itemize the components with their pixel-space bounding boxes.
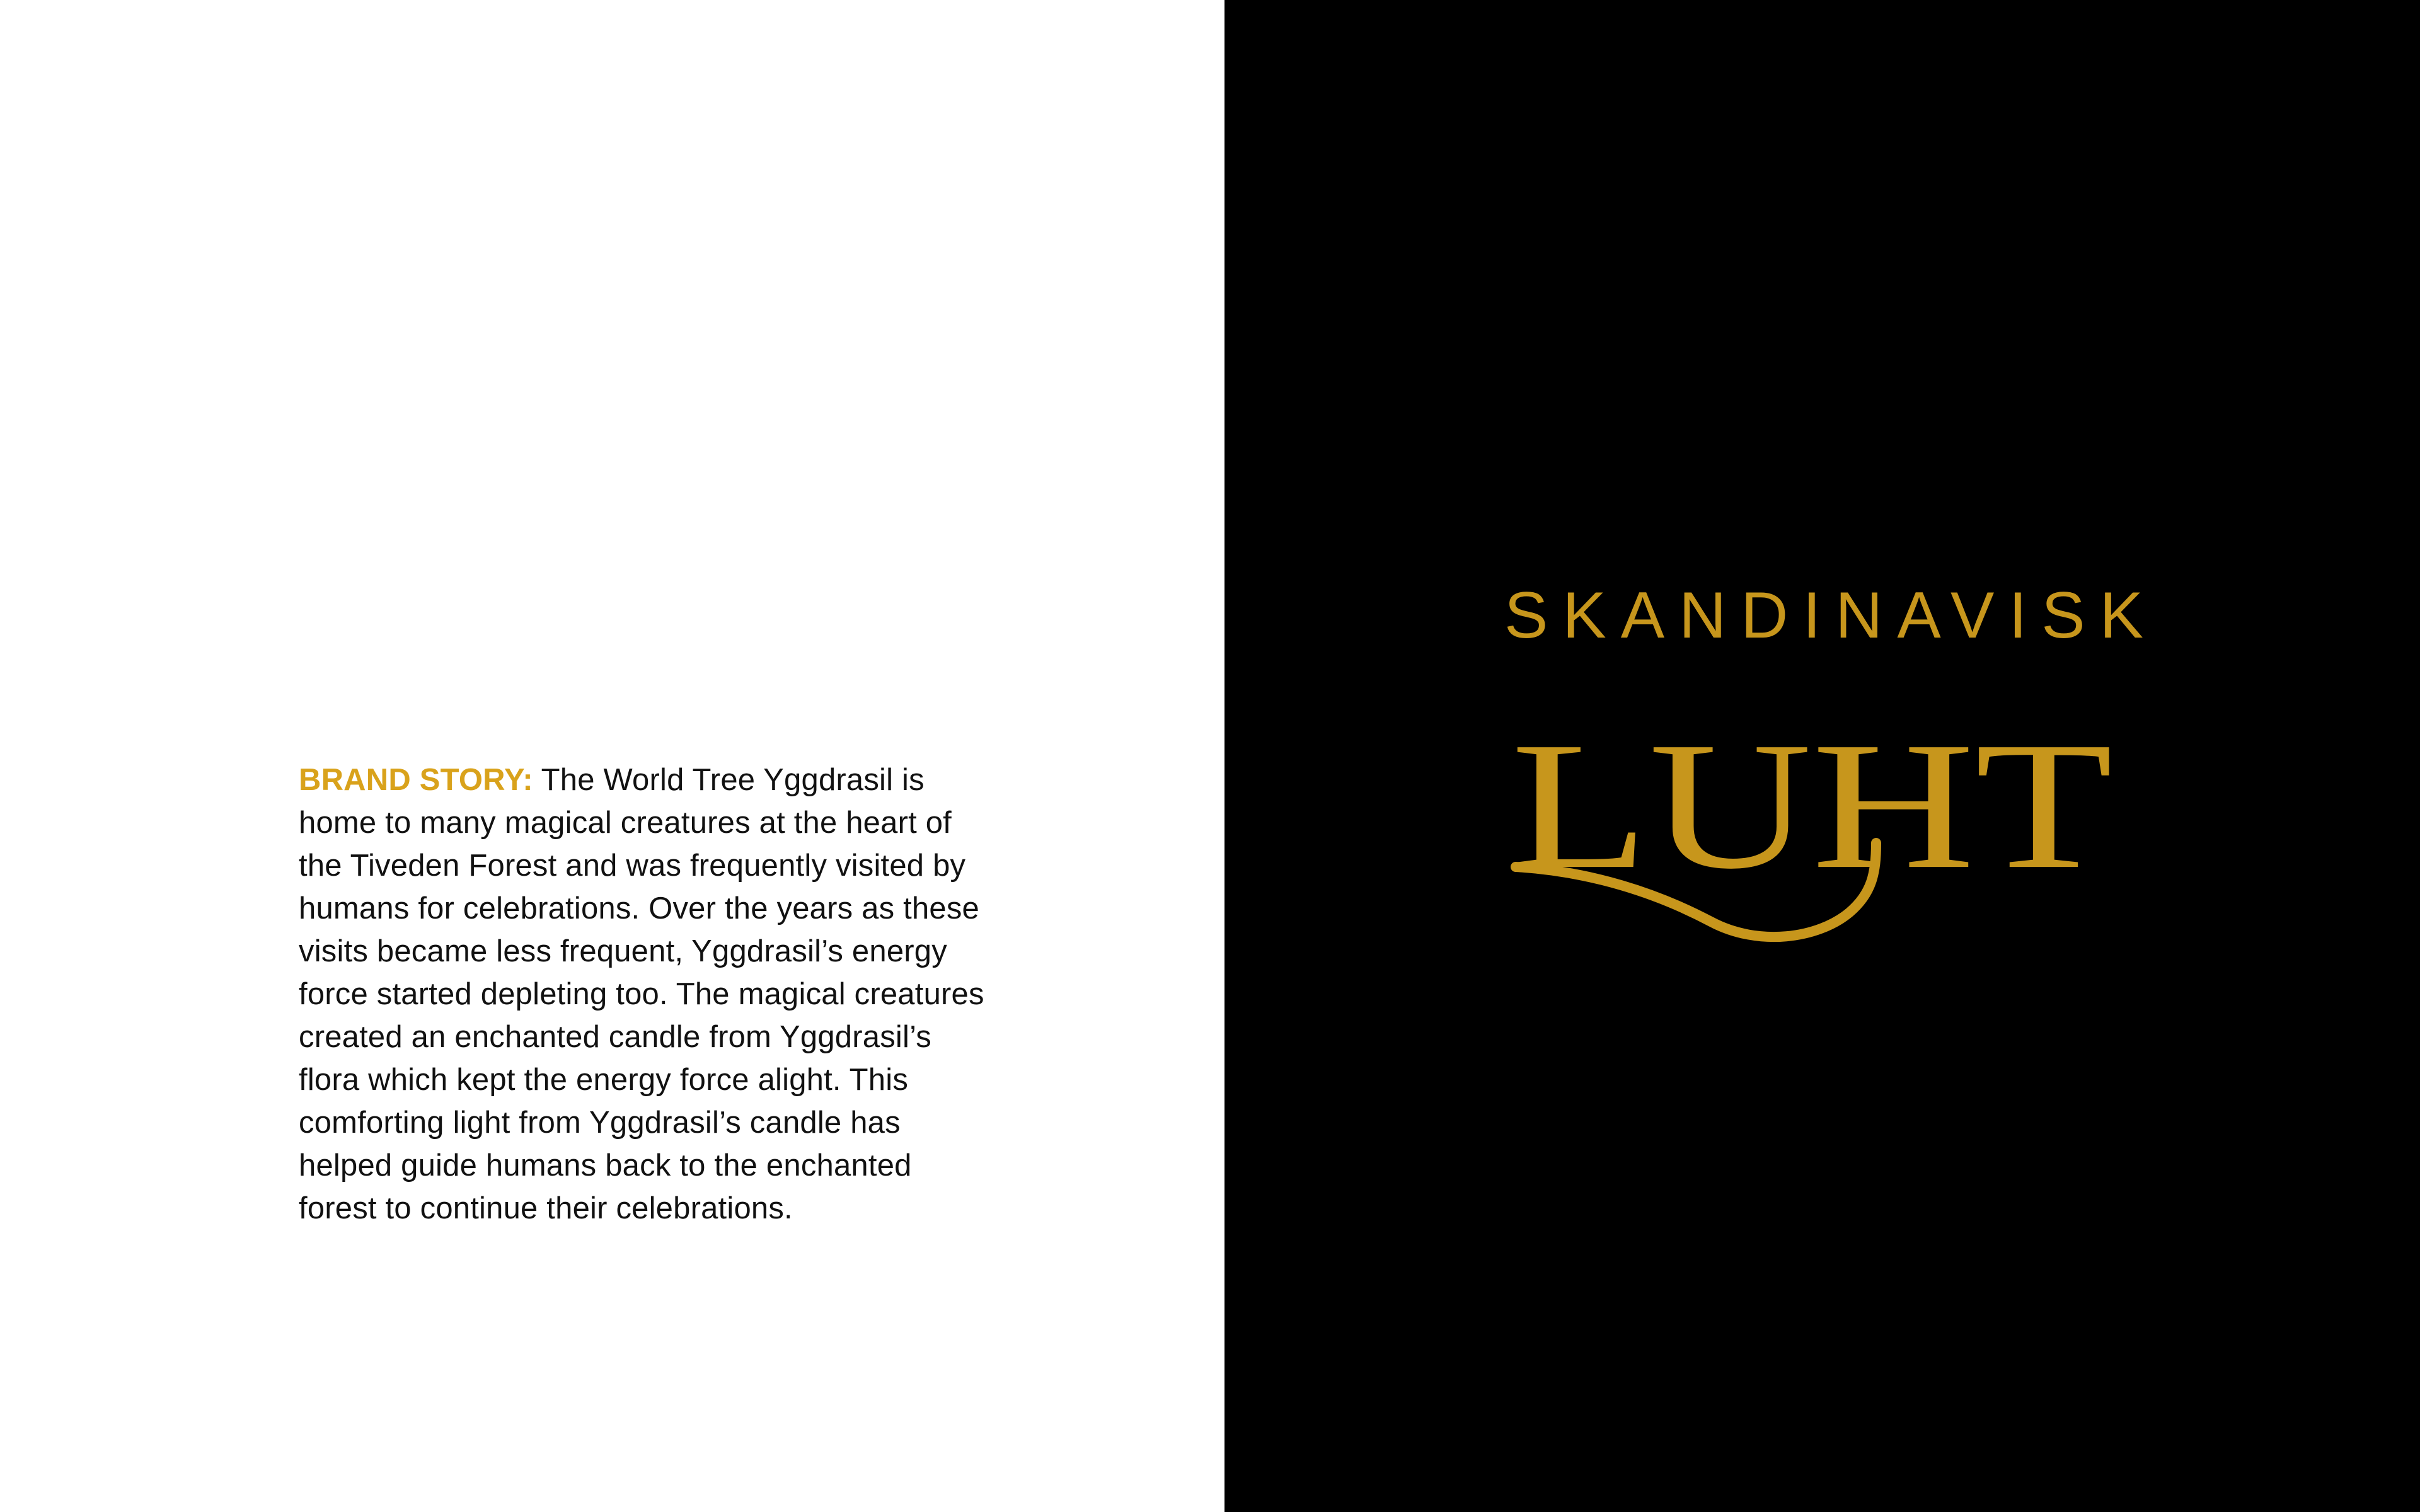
brand-story-text: The World Tree Yggdrasil is home to many magical creatures at the heart of the Tiveden Forest and was frequently visited by humans for celebrations. Over the years as these visits became less frequent, Yggdrasil’s energy force started depleting too. The magical creatures created an enchanted candle from Yggdrasil’s flora which kept the energy force alight. This comforting light from Yggdrasil’s candle has helped guide humans back to the enchanted forest to continue their celebrations. — [299, 763, 984, 1225]
brand-story-label: BRAND STORY: — [299, 763, 533, 797]
logo-wordmark — [1503, 704, 2121, 944]
logo-top-text: SKANDINAVISK — [1504, 579, 2158, 652]
brand-story-paragraph — [299, 759, 998, 1230]
logo-word-text: LUHT — [1511, 704, 2113, 907]
